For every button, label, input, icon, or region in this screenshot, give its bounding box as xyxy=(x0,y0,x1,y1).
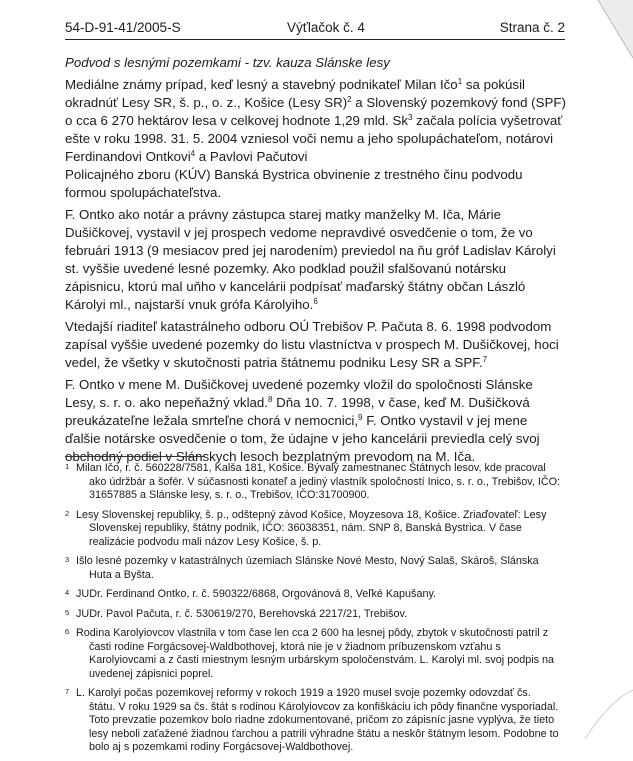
footnote-text xyxy=(76,588,565,602)
paragraph-line xyxy=(65,184,565,202)
line-text: ešte v roku 1998. 31. 5. 2004 vzniesol voči nemu a jeho spolupáchateľom, notárovi xyxy=(65,131,554,146)
paragraph-line xyxy=(65,260,565,278)
line-text: st. vyššie uvedené lesné pozemky. Ako podklad použil sfalšovanú notársku xyxy=(65,261,507,276)
paragraph-line xyxy=(65,148,565,166)
line-text: F. Ontko v mene M. Dušičkovej uvedené pozemky vložil do spoločnosti Slánske xyxy=(65,377,533,392)
footnote-line: časti rodine Forgácsovej-Waldbothovej, ktorá nie je v žiadnom príbuzenskom vzťahu s xyxy=(89,640,501,653)
footnote-line: JUDr. Ferdinand Ontko, r. č. 590322/6868, Orgovánová 8, Veľké Kapušany. xyxy=(76,588,437,600)
footnote-line: Toto prevzatie pozemkov bolo riadne zdokumentované, pričom zo zápisníc jasne vyplýva, že tieto xyxy=(89,714,555,726)
line-text: F. Ontko ako notár a právny zástupca starej matky manželky M. Iča, Márie xyxy=(65,207,502,222)
line-text: obchodný podiel v Slánskych lesoch bezplatným prevodom na M. Iča. xyxy=(65,449,476,464)
footnote-number: 7 xyxy=(65,687,70,696)
footnote-line: lesy neboli zaťažené žiadnou ťarchou a patrili výhradne štátu a neskôr štátnym lesom. Podobne to xyxy=(89,727,559,740)
footnote-text xyxy=(76,687,565,755)
footnote-text xyxy=(76,608,565,622)
paragraph xyxy=(65,206,565,314)
line-text-after: a Pavlovi Pačutovi xyxy=(195,149,308,164)
line-text: Dušičkovej, vystavil v jej prospech vedome nepravdivé osvedčenie o tom, že vo xyxy=(65,225,533,240)
document-body xyxy=(65,44,565,470)
footnote xyxy=(65,462,565,503)
footnote-ref: 2 xyxy=(347,95,352,104)
footnote-rule xyxy=(65,456,205,457)
paragraph-line xyxy=(65,206,565,224)
footnote-line: ako údržbár a šofér. V súčasnosti konateľ a jediný vlastník spoločností Inico, s. r. o., Trebišov, IČO: xyxy=(89,475,561,488)
page-header xyxy=(65,20,565,38)
line-text: vedel, že všetky v skutočnosti patria štátnemu podniku Lesy SR a SPF. xyxy=(65,355,483,370)
line-text: okradnúť Lesy SR, š. p., o. z., Košice (Lesy SR) xyxy=(65,95,348,110)
line-text-after: F. Ontko vystavil v jej mene xyxy=(362,413,528,428)
line-text: o cca 6 270 hektárov lesa v celkovej hodnote 1,29 mld. Sk xyxy=(65,113,408,128)
footnote-text xyxy=(76,462,565,503)
paragraph xyxy=(65,318,565,372)
paragraph-line xyxy=(65,224,565,242)
paragraph-line xyxy=(65,112,565,130)
footnote-line: JUDr. Pavol Pačuta, r. č. 530619/270, Berehovská 2217/21, Trebišov. xyxy=(76,607,408,620)
footnote xyxy=(65,555,565,582)
footnote-line: 31657885 a Slánske lesy, s. r. o., Trebišov, IČO:31700900. xyxy=(89,489,370,501)
footnote xyxy=(65,687,565,755)
footnote-line: Karolyiovcami a z časti miestnym lesným urbárskym spoločenstvám. L. Karolyi ml. svoj podpis na xyxy=(89,654,555,666)
footnote-text xyxy=(76,509,565,550)
line-text: preukázateľne ležala smrteľne chorá v nemocnici, xyxy=(65,413,359,428)
paragraph-line xyxy=(65,242,565,260)
footnote-line: Slovenskej republiky, štátny podnik, IČO: 36038351, nám. SNP 8, Banská Bystrica. V čase xyxy=(89,522,522,534)
line-text: zápisnicu, ktorú mal uňho v kancelárii podpísať maďarský štátny občan László xyxy=(65,279,526,294)
paragraph-line xyxy=(65,166,565,184)
paragraph-line xyxy=(65,354,565,372)
paragraph-line xyxy=(65,430,565,448)
footnote-line: Išlo lesné pozemky v katastrálnych územiach Slánske Nové Mesto, Nový Salaš, Skároš, Slánska xyxy=(76,555,539,567)
footnote-line: štátu. V roku 1929 sa čs. štát s rodinou Károlyiovcov za konfiškáciu ich pôdy finančne vysporiadal. xyxy=(89,700,559,713)
footnote-text xyxy=(76,627,565,681)
line-text: februári 1913 (9 mesiacov pred jej narodením) previedol na ňu gróf Ladislav Károlyi xyxy=(65,243,556,258)
page-number: Strana č. 2 xyxy=(499,20,565,35)
header-rule xyxy=(65,39,565,40)
paragraph-line xyxy=(65,376,565,394)
line-text: Mediálne známy prípad, keď lesný a stavebný podnikateľ Milan Ičo xyxy=(65,77,458,92)
footnote-number: 6 xyxy=(65,627,70,636)
footnote-number: 3 xyxy=(65,555,70,564)
footnote-line: Rodina Karolyiovcov vlastnila v tom čase len cca 2 600 ha lesnej pôdy, zbytok v skutočnosti patril z xyxy=(76,627,549,639)
paragraph-line xyxy=(65,278,565,296)
footnote-number: 1 xyxy=(65,462,70,471)
line-text-after: sa pokúsil xyxy=(462,77,525,92)
line-text: zapísal vyššie uvedené pozemky do listu vlastníctva v prospech M. Dušičkovej, hoci xyxy=(65,337,559,352)
footnote-number: 4 xyxy=(65,588,70,597)
footnote-ref: 3 xyxy=(407,113,413,122)
footnote-ref: 8 xyxy=(268,395,273,404)
line-text-after: Dňa 10. 7. 1998, v čase, keď M. Dušičková xyxy=(272,395,530,410)
extract-number: Výťlačok č. 4 xyxy=(287,20,365,35)
footnote-number: 2 xyxy=(65,508,70,518)
paragraph-line xyxy=(65,394,565,412)
line-text: Vtedajší riaditeľ katastrálneho odboru OÚ Trebišov P. Pačuta 8. 6. 1998 podvodom xyxy=(65,319,552,334)
footnote xyxy=(65,588,565,602)
paragraph-line xyxy=(65,94,565,112)
paragraph-line xyxy=(65,76,565,94)
footnote-number: 5 xyxy=(65,607,70,617)
line-text: formou spolupáchateľstva. xyxy=(65,185,222,200)
footnote-line: uvedenej zápisnici poprel. xyxy=(89,667,214,680)
footnote-line: Lesy Slovenskej republiky, š. p., odštepný závod Košice, Moyzesova 18, Košice. Zriaďovateľ: Lesy xyxy=(76,508,547,521)
paragraph-line xyxy=(65,318,565,336)
paragraph-line xyxy=(65,296,565,314)
footnotes xyxy=(65,462,565,761)
line-text: Ferdinandovi Ontkovi xyxy=(65,149,191,164)
paragraph xyxy=(65,76,565,202)
footnote-line: Milan Ičo, r. č. 560228/7581, Kalša 181, Košice. Bývalý zamestnanec Štátnych lesov, kde pracoval xyxy=(76,462,546,474)
section-title: Podvod s lesnými pozemkami - tzv. kauza Slánske lesy xyxy=(65,55,390,70)
line-text: Policajného zboru (KÚV) Banská Bystrica obvinenie z trestného činu podvodu xyxy=(65,167,523,182)
footnote-ref: 9 xyxy=(358,413,363,422)
paragraph-line xyxy=(65,412,565,430)
case-number: 54-D-91-41/2005-S xyxy=(65,20,181,35)
line-text: ďalšie notárske osvedčenie o tom, že údajne v jeho kancelárii previedla celý svoj xyxy=(65,431,540,446)
line-text: Lesy, s. r. o. ako nepeňažný vklad. xyxy=(65,395,269,410)
footnote-line: realizácie podvodu mali názov Lesy Košice, š. p. xyxy=(89,535,322,548)
footnote-ref: 1 xyxy=(457,77,463,86)
paragraph xyxy=(65,376,565,466)
line-text-after: a Slovenský pozemkový fond (SPF) xyxy=(351,95,566,110)
footnote-ref: 7 xyxy=(482,355,488,364)
footnote-line: bolo aj s pozemkami rodiny Forgácsovej-Waldbothovej. xyxy=(89,741,354,753)
footnote-ref: 4 xyxy=(190,149,196,158)
footnote xyxy=(65,608,565,622)
footnote-text xyxy=(76,555,565,582)
line-text: Károlyi ml., najstarší vnuk grófa Károlyiho. xyxy=(65,297,314,312)
footnote xyxy=(65,509,565,550)
footnote-line: L. Karolyi počas pozemkovej reformy v rokoch 1919 a 1920 musel svoje pozemky odovzdať čs. xyxy=(76,687,531,699)
footnote-line: Huta a Byšta. xyxy=(89,568,154,581)
paragraph-line xyxy=(65,336,565,354)
paragraph-line xyxy=(65,130,565,148)
footnote-ref: 6 xyxy=(313,297,318,306)
line-text-after: začala polícia vyšetrovať xyxy=(412,113,563,128)
paragraphs xyxy=(65,76,565,466)
footnote xyxy=(65,627,565,681)
